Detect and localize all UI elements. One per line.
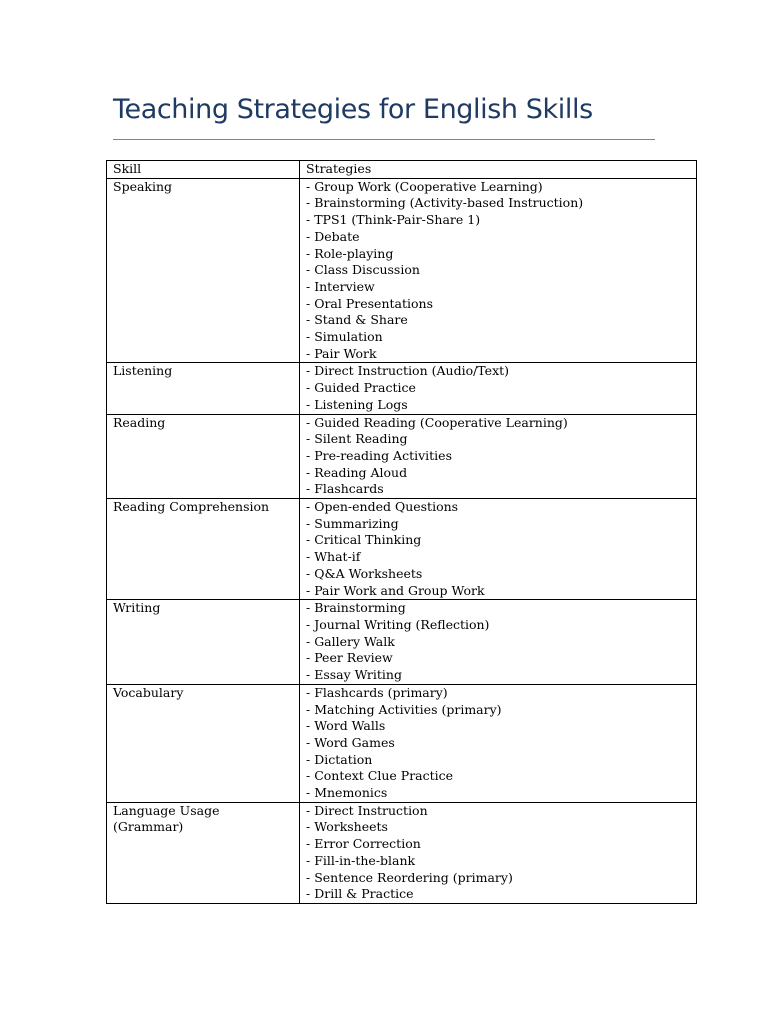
strategy-item: - Oral Presentations: [306, 295, 433, 311]
strategy-item: - Error Correction: [306, 836, 421, 852]
strategy-item: - Interview: [306, 278, 375, 294]
strategies-cell: [300, 414, 697, 499]
strategy-item: - Silent Reading: [306, 431, 408, 447]
strategy-item: - Gallery Walk: [306, 633, 395, 649]
strategy-item: - Direct Instruction (Audio/Text): [306, 363, 510, 379]
strategy-item: - Stand & Share: [306, 312, 408, 328]
table-row: [107, 684, 697, 802]
strategy-item: - Guided Reading (Cooperative Learning): [306, 414, 568, 430]
strategy-item: - Brainstorming: [306, 600, 406, 616]
strategy-item: - Word Walls: [306, 718, 386, 734]
strategy-item: - Direct Instruction: [306, 802, 428, 818]
title-underline: [113, 139, 655, 140]
strategy-item: - Essay Writing: [306, 667, 402, 683]
skill-cell: Writing: [107, 600, 300, 685]
strategy-item: - Matching Activities (primary): [306, 701, 502, 717]
strategies-cell: [300, 600, 697, 685]
strategy-item: - Critical Thinking: [306, 532, 422, 548]
strategy-item: - Guided Practice: [306, 380, 416, 396]
skill-cell: Reading Comprehension: [107, 499, 300, 600]
strategy-item: - Context Clue Practice: [306, 768, 454, 784]
table-body: [107, 178, 697, 903]
strategy-item: - Drill & Practice: [306, 886, 414, 902]
table-header-row: [107, 161, 697, 179]
strategy-item: - Worksheets: [306, 819, 388, 835]
strategy-item: - Q&A Worksheets: [306, 565, 423, 581]
table-row: [107, 802, 697, 903]
strategies-cell: [300, 178, 697, 363]
strategy-item: - Debate: [306, 228, 360, 244]
strategy-item: - What-if: [306, 549, 361, 565]
strategy-item: - Simulation: [306, 329, 383, 345]
strategies-cell: [300, 363, 697, 414]
strategy-item: - Flashcards: [306, 481, 384, 497]
table-row: [107, 600, 697, 685]
strategy-item: - Listening Logs: [306, 396, 408, 412]
strategy-item: - Group Work (Cooperative Learning): [306, 178, 543, 194]
skill-cell: Listening: [107, 363, 300, 414]
skill-cell: Reading: [107, 414, 300, 499]
skill-cell: Speaking: [107, 178, 300, 363]
header-strategies: Strategies: [300, 161, 697, 179]
strategies-table: [106, 160, 697, 904]
header-skill: Skill: [107, 161, 300, 179]
strategy-item: - Class Discussion: [306, 262, 420, 278]
table-row: [107, 414, 697, 499]
strategy-item: - Peer Review: [306, 650, 393, 666]
strategy-item: - Reading Aloud: [306, 464, 408, 480]
strategy-item: - TPS1 (Think-Pair-Share 1): [306, 212, 481, 228]
strategy-item: - Brainstorming (Activity-based Instruction): [306, 195, 584, 211]
strategy-item: - Journal Writing (Reflection): [306, 616, 490, 632]
strategy-item: - Open-ended Questions: [306, 499, 459, 515]
table-row: [107, 499, 697, 600]
skill-cell: Vocabulary: [107, 684, 300, 802]
table-row: [107, 363, 697, 414]
strategy-item: - Pair Work: [306, 345, 377, 361]
strategy-item: - Role-playing: [306, 245, 394, 261]
strategy-item: - Pair Work and Group Work: [306, 582, 485, 598]
strategy-item: - Summarizing: [306, 515, 399, 531]
table-row: [107, 178, 697, 363]
strategies-cell: [300, 802, 697, 903]
strategy-item: - Flashcards (primary): [306, 684, 448, 700]
strategy-item: - Sentence Reordering (primary): [306, 869, 513, 885]
strategy-item: - Dictation: [306, 751, 373, 767]
strategy-item: - Fill-in-the-blank: [306, 852, 416, 868]
strategy-item: - Mnemonics: [306, 785, 388, 801]
strategy-item: - Word Games: [306, 734, 395, 750]
strategy-item: - Pre-reading Activities: [306, 447, 452, 463]
skill-cell: Language Usage (Grammar): [107, 802, 300, 903]
strategies-cell: [300, 499, 697, 600]
strategies-cell: [300, 684, 697, 802]
page-title: Teaching Strategies for English Skills: [113, 94, 593, 125]
